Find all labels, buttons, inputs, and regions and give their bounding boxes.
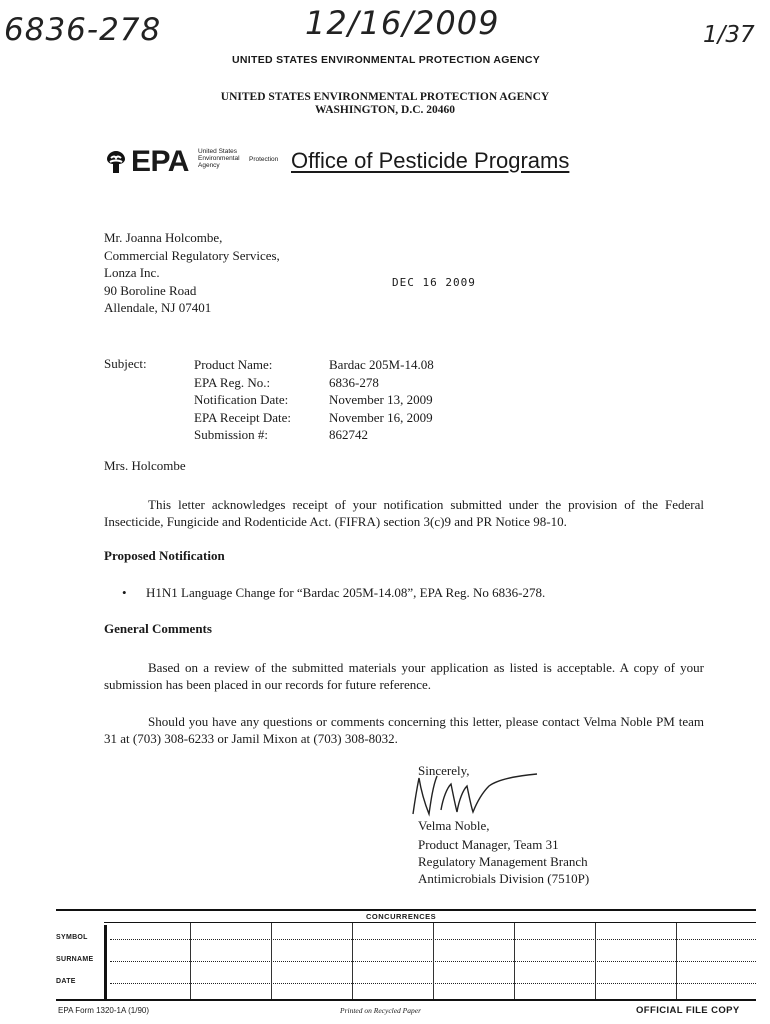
subject-label: Subject:: [104, 356, 147, 371]
addressee-line: Allendale, NJ 07401: [104, 300, 212, 315]
header-address: WASHINGTON, D.C. 20460: [314, 104, 456, 116]
handwritten-date: 12/16/2009: [305, 4, 500, 42]
signer-title-line: Antimicrobials Division (7510P): [418, 871, 590, 886]
signer-title-line: Product Manager, Team 31: [418, 837, 559, 852]
signer-title: [418, 836, 589, 887]
subject-value: November 16, 2009: [329, 409, 433, 425]
subject-value: Bardac 205M-14.08: [329, 357, 434, 372]
addressee-block: [104, 229, 280, 317]
header-agency: UNITED STATES ENVIRONMENTAL PROTECTION AGENCY: [220, 91, 550, 103]
row-label-symbol: SYMBOL: [56, 934, 88, 941]
subject-field: EPA Reg. No.:: [194, 374, 271, 390]
epa-sub-line: Environmental: [198, 155, 240, 162]
heading-general-comments: General Comments: [104, 621, 212, 636]
addressee-line: Lonza Inc.: [104, 265, 160, 280]
paragraph-text: Based on a review of the submitted materials your application as listed is acceptable. A copy of your submission has been placed in our records for future reference.: [104, 660, 704, 692]
handwritten-doc-number: 6836-278: [4, 12, 162, 48]
signer-title-line: Regulatory Management Branch: [418, 854, 588, 869]
paragraph-text: Should you have any questions or comments concerning this letter, please contact Velma Noble PM team 31 at (703) 308-6233 or Jamil Mixon at (703) 308-8032.: [104, 714, 704, 746]
concurrences-label: CONCURRENCES: [366, 912, 437, 921]
addressee-line: Commercial Regulatory Services,: [104, 247, 280, 263]
heading-proposed-notification: Proposed Notification: [104, 548, 225, 563]
epa-sub-line: United States: [198, 148, 238, 155]
handwritten-page-number: 1/37: [703, 22, 755, 48]
subject-field: Submission #:: [194, 427, 269, 442]
salutation: Mrs. Holcombe: [104, 458, 186, 473]
official-file-copy: OFFICIAL FILE COPY: [636, 1005, 740, 1016]
subject-value: 862742: [329, 427, 368, 442]
bullet-dot-icon: •: [122, 585, 127, 600]
form-number: EPA Form 1320-1A (1/90): [58, 1006, 150, 1015]
epa-logo: [104, 145, 189, 183]
office-title: Office of Pesticide Programs: [291, 148, 570, 173]
subject-value: November 13, 2009: [329, 392, 433, 407]
stamp-agency-text: UNITED STATES ENVIRONMENTAL PROTECTION AGENCY: [232, 54, 541, 66]
epa-flower-icon: [104, 149, 128, 183]
subject-field: EPA Receipt Date:: [194, 409, 292, 425]
paragraph-contact: [104, 713, 704, 747]
bullet-item: [122, 585, 545, 601]
printed-note: Printed on Recycled Paper: [340, 1006, 422, 1015]
row-label-date: DATE: [56, 978, 76, 985]
addressee-line: 90 Boroline Road: [104, 282, 197, 298]
subject-values: [329, 356, 434, 444]
epa-sub-line: Agency: [198, 162, 220, 169]
paragraph-text: This letter acknowledges receipt of your notification submitted under the provision of the Federal Insecticide, Fungicide and Rodenticide Act. (FIFRA) section 3(c)9 and PR Notice 98-10.: [104, 497, 704, 529]
epa-sub-lines: [198, 148, 248, 169]
letter-date-stamp: DEC 16 2009: [392, 276, 476, 289]
paragraph-review: [104, 659, 704, 693]
epa-mark: EPA: [131, 145, 189, 178]
subject-field: Product Name:: [194, 357, 273, 372]
addressee-line: Mr. Joanna Holcombe,: [104, 230, 223, 245]
bullet-text: H1N1 Language Change for “Bardac 205M-14.08”, EPA Reg. No 6836-278.: [146, 585, 546, 600]
closing: Sincerely,: [418, 763, 470, 778]
row-label-surname: SURNAME: [56, 956, 94, 963]
signer-name: Velma Noble,: [418, 818, 490, 833]
subject-field: Notification Date:: [194, 392, 289, 407]
paragraph-acknowledgement: [104, 496, 704, 530]
subject-fields: [194, 356, 291, 444]
epa-sub-right: Protection: [249, 156, 279, 163]
subject-value: 6836-278: [329, 374, 379, 390]
